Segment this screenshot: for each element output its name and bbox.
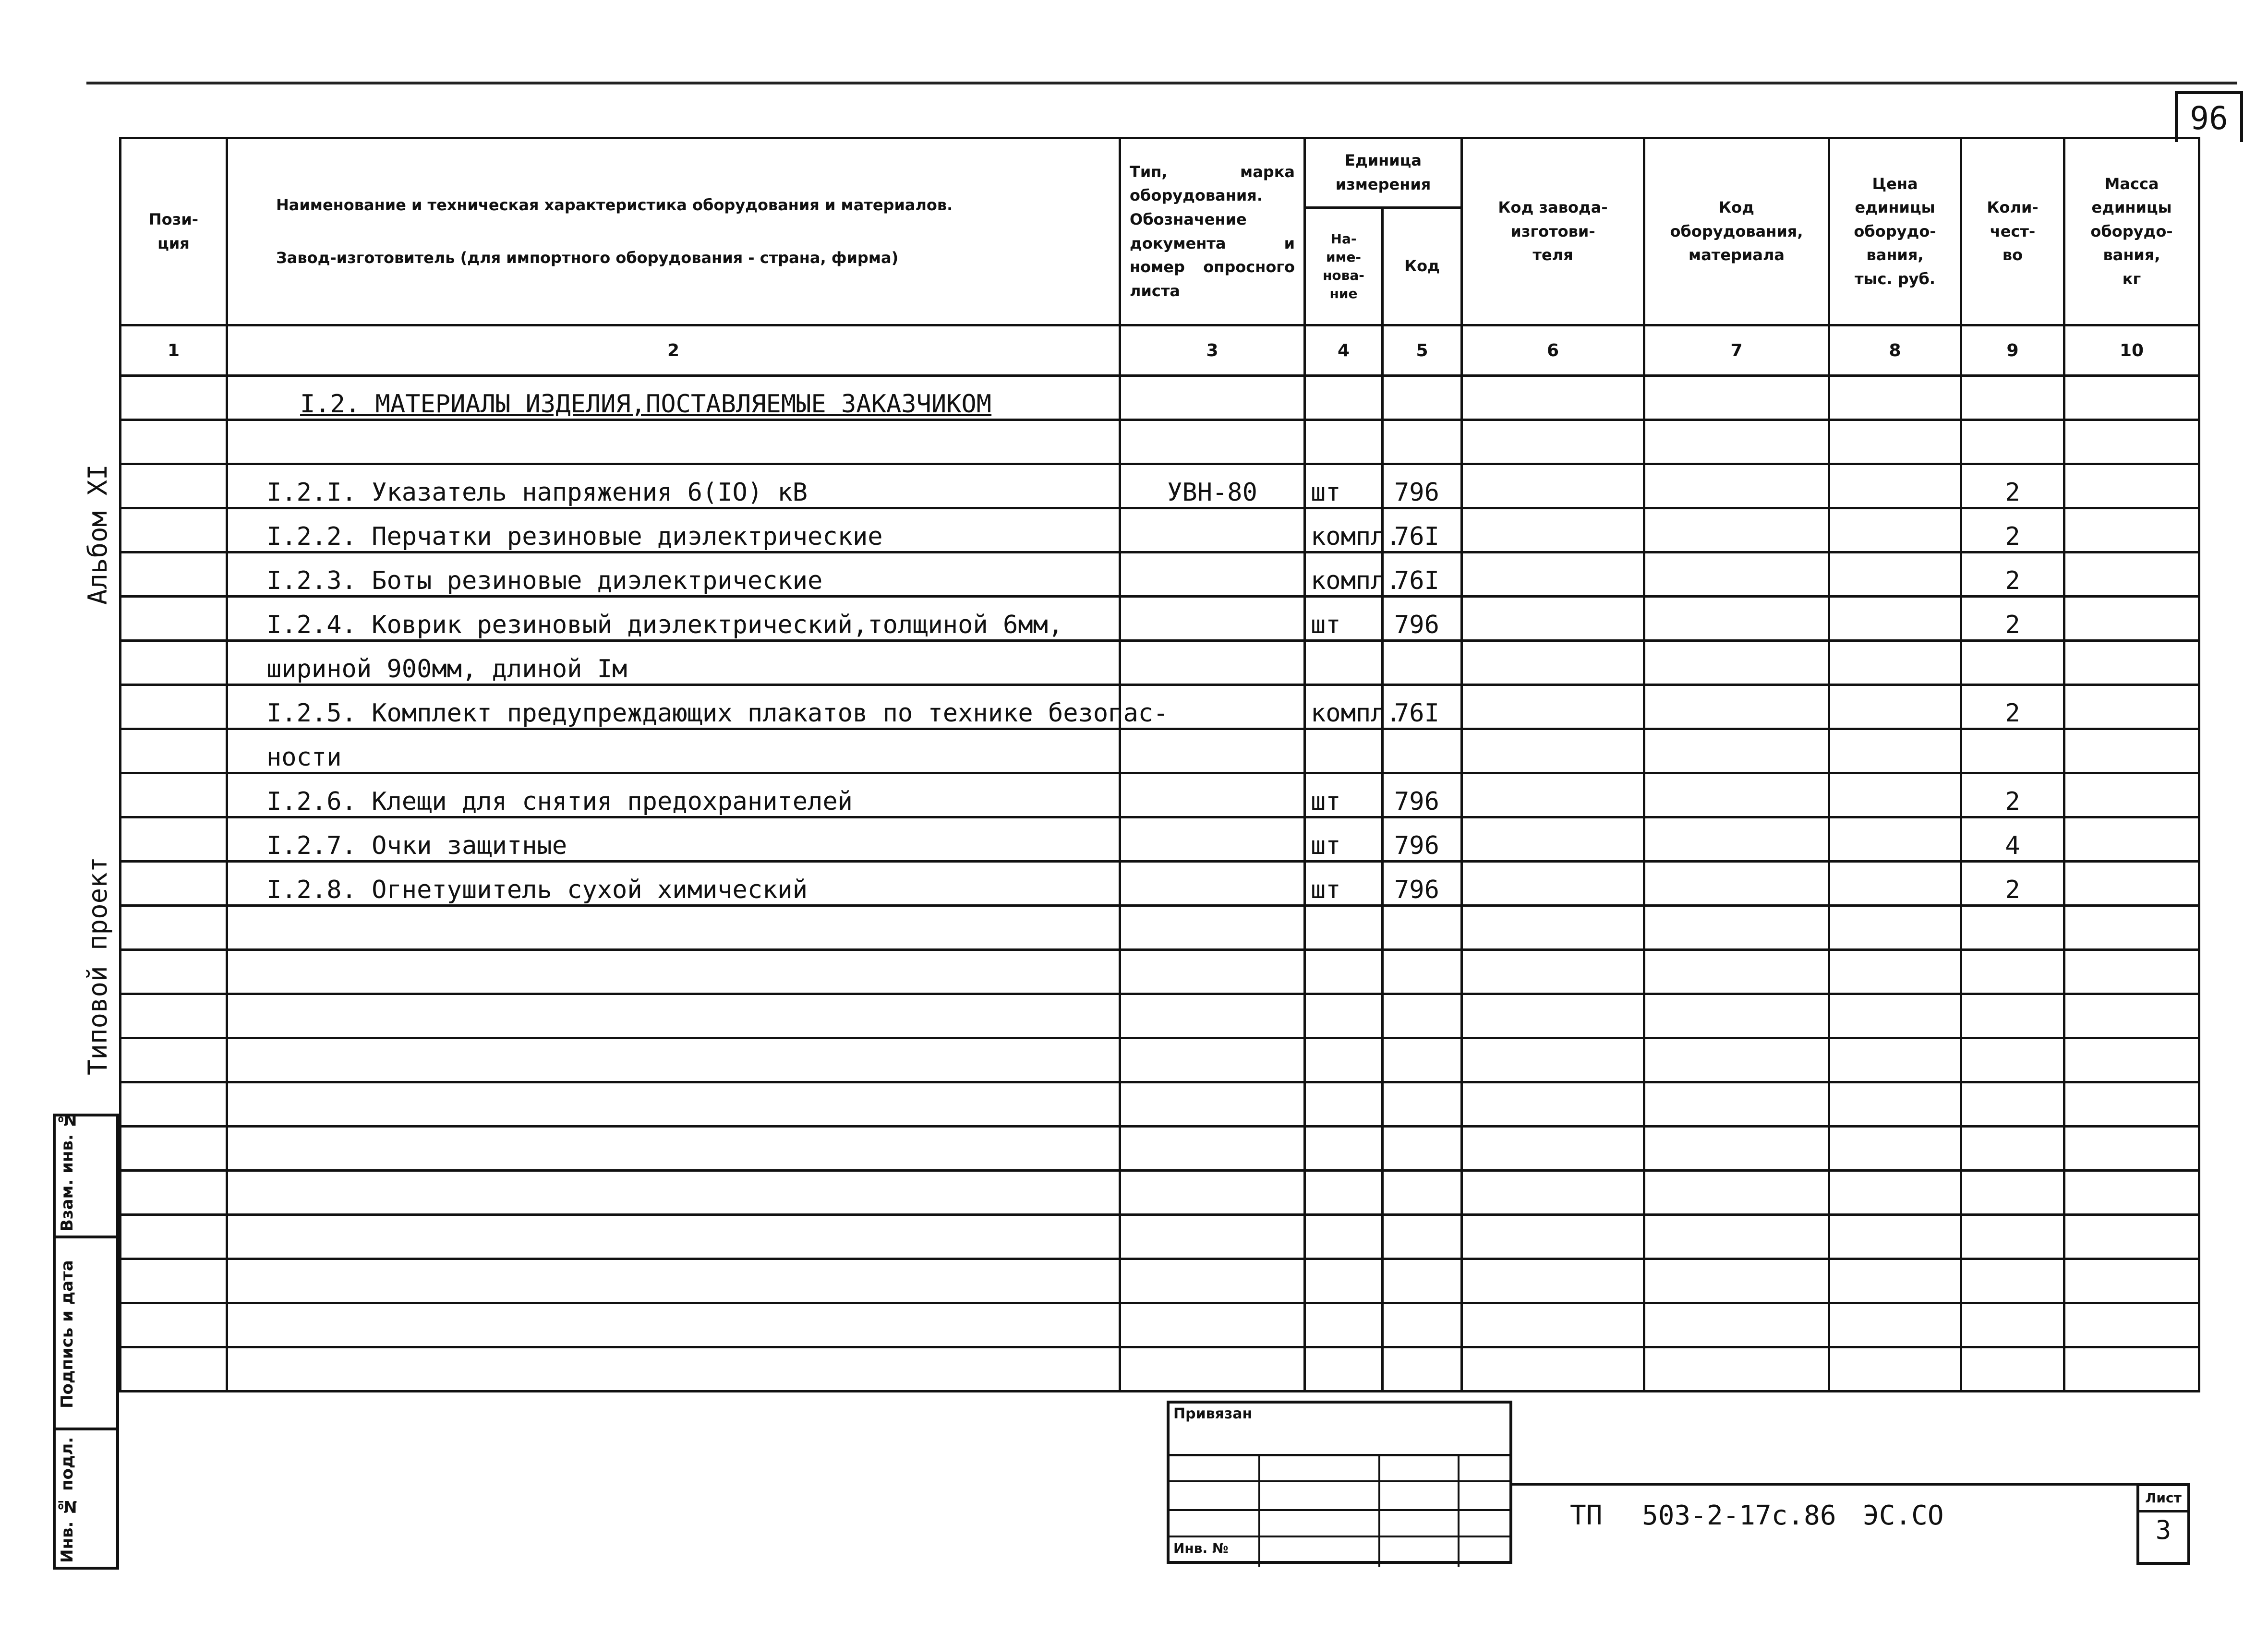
item-plant-code [1462,773,1644,817]
header-unit-code: Код [1383,208,1462,325]
header-mass: Масса единицы оборудо- вания, кг [2064,138,2199,325]
item-type [1120,641,1305,685]
item-position [121,773,227,817]
table-row [121,641,2199,685]
table-row [121,464,2199,508]
title-block-rule [1512,1483,2136,1486]
item-quantity [1961,729,2064,773]
table-row [121,773,2199,817]
item-equipment-code [1644,508,1829,552]
item-name: I.2.I. Указатель напряжения 6(IO) кВ [227,464,1120,508]
header-row [121,138,2199,208]
item-plant-code [1462,641,1644,685]
item-position [121,817,227,862]
item-unit: шт [1305,773,1383,817]
item-position [121,464,227,508]
item-name: I.2.8. Огнетушитель сухой химический [227,862,1120,906]
item-mass [2064,552,2199,597]
item-position [121,862,227,906]
header-equipment-code: Код оборудования, материала [1644,138,1829,325]
table-row [121,597,2199,641]
item-price [1829,773,1961,817]
item-unit: компл. [1305,685,1383,729]
item-mass [2064,773,2199,817]
item-unit: компл. [1305,552,1383,597]
item-equipment-code [1644,685,1829,729]
item-quantity: 2 [1961,552,2064,597]
item-equipment-code [1644,597,1829,641]
empty-row [121,1127,2199,1171]
empty-row [121,906,2199,950]
header-name: Наименование и техническая характеристика оборудования и материалов. Завод-изготовитель (для импортного оборудования - страна, фирма) [227,138,1120,325]
item-type [1120,508,1305,552]
side-cell-vzam: Взам. инв. № [53,1114,119,1238]
item-type [1120,817,1305,862]
table-row [121,862,2199,906]
item-mass [2064,641,2199,685]
item-name: шириной 900мм, длиной Iм [227,641,1120,685]
item-price [1829,508,1961,552]
empty-row [121,1171,2199,1215]
empty-row [121,1259,2199,1303]
sheet-number: 3 [2155,1515,2171,1545]
table-row [121,817,2199,862]
header-plant-code: Код завода- изготови- теля [1462,138,1644,325]
header-unit-group: Единица измерения [1305,138,1462,208]
header-unit-name: На- име- нова- ние [1305,208,1383,325]
item-price [1829,641,1961,685]
empty-row [121,994,2199,1038]
item-equipment-code [1644,862,1829,906]
specification-table [119,137,2200,1392]
item-unit-code [1383,729,1462,773]
item-type [1120,862,1305,906]
item-position [121,508,227,552]
item-quantity: 2 [1961,508,2064,552]
item-mass [2064,729,2199,773]
item-name: I.2.3. Боты резиновые диэлектрические [227,552,1120,597]
empty-row [121,1082,2199,1127]
item-price [1829,862,1961,906]
item-price [1829,729,1961,773]
item-type: УВН-80 [1120,464,1305,508]
item-price [1829,464,1961,508]
item-quantity: 2 [1961,464,2064,508]
table-row [121,552,2199,597]
item-position [121,552,227,597]
item-unit [1305,729,1383,773]
item-position [121,597,227,641]
item-equipment-code [1644,464,1829,508]
item-unit-code: 796 [1383,464,1462,508]
item-plant-code [1462,552,1644,597]
item-mass [2064,508,2199,552]
header-type: Тип, марка оборудования. Обозначение документа и номер опросного листа [1120,138,1305,325]
project-label: Типовой проект [83,856,113,1075]
item-equipment-code [1644,773,1829,817]
title-designation: 503-2-17с.86 [1642,1500,1836,1531]
item-quantity: 2 [1961,685,2064,729]
item-plant-code [1462,508,1644,552]
title-code: ЭС.СО [1863,1500,1944,1531]
item-unit-code: 76I [1383,508,1462,552]
table-row [121,729,2199,773]
item-plant-code [1462,817,1644,862]
side-cell-podpis: Подпись и дата [53,1238,119,1430]
stamp-inv-no: Инв. № [1173,1540,1229,1556]
item-unit: компл. [1305,508,1383,552]
item-unit: шт [1305,817,1383,862]
item-quantity: 4 [1961,817,2064,862]
title-tp: ТП [1570,1500,1603,1531]
header-quantity: Коли- чест- во [1961,138,2064,325]
item-plant-code [1462,729,1644,773]
item-name: I.2.7. Очки защитные [227,817,1120,862]
album-label: Альбом XI [83,464,113,605]
item-unit-code: 796 [1383,773,1462,817]
binding-stamp [1167,1401,1512,1564]
item-quantity: 2 [1961,862,2064,906]
item-unit-code: 796 [1383,817,1462,862]
page-number: 96 [2175,91,2243,142]
section-title: I.2. МАТЕРИАЛЫ ИЗДЕЛИЯ,ПОСТАВЛЯЕМЫЕ ЗАКАЗЧИКОМ [227,376,1120,420]
item-unit-code: 76I [1383,685,1462,729]
top-rule [86,82,2237,84]
item-quantity [1961,641,2064,685]
table-row [121,685,2199,729]
item-type [1120,773,1305,817]
item-mass [2064,862,2199,906]
item-plant-code [1462,685,1644,729]
item-position [121,685,227,729]
side-cell-inv: Инв. № подл. [53,1430,119,1570]
item-name: ности [227,729,1120,773]
empty-row [121,1347,2199,1392]
item-unit-code: 796 [1383,597,1462,641]
empty-row [121,1038,2199,1082]
item-quantity: 2 [1961,597,2064,641]
item-type [1120,552,1305,597]
empty-row [121,1215,2199,1259]
section-title-row [121,376,2199,420]
item-name: I.2.4. Коврик резиновый диэлектрический,толщиной 6мм, [227,597,1120,641]
item-mass [2064,597,2199,641]
item-plant-code [1462,464,1644,508]
item-equipment-code [1644,641,1829,685]
stamp-privyazan: Привязан [1173,1405,1253,1422]
item-unit [1305,641,1383,685]
table-row [121,508,2199,552]
item-unit: шт [1305,464,1383,508]
item-unit-code [1383,641,1462,685]
item-mass [2064,464,2199,508]
item-unit-code: 76I [1383,552,1462,597]
item-plant-code [1462,862,1644,906]
sheet-box [2136,1483,2190,1565]
item-type [1120,597,1305,641]
header-position: Пози- ция [121,138,227,325]
item-equipment-code [1644,552,1829,597]
item-unit-code: 796 [1383,862,1462,906]
item-equipment-code [1644,729,1829,773]
item-name: I.2.5. Комплект предупреждающих плакатов по технике безопас- [227,685,1120,729]
item-position [121,729,227,773]
item-type [1120,729,1305,773]
empty-row [121,950,2199,994]
empty-row [121,1303,2199,1347]
sheet-label: Лист [2139,1486,2187,1512]
item-price [1829,817,1961,862]
item-quantity: 2 [1961,773,2064,817]
item-price [1829,552,1961,597]
item-mass [2064,817,2199,862]
item-unit: шт [1305,597,1383,641]
item-unit: шт [1305,862,1383,906]
item-mass [2064,685,2199,729]
item-equipment-code [1644,817,1829,862]
item-price [1829,597,1961,641]
item-price [1829,685,1961,729]
item-plant-code [1462,597,1644,641]
header-unit-price: Цена единицы оборудо- вания, тыс. руб. [1829,138,1961,325]
item-name: I.2.2. Перчатки резиновые диэлектрические [227,508,1120,552]
column-numbers-row: 1 2 3 4 5 6 7 8 9 10 [121,325,2199,376]
item-position [121,641,227,685]
item-name: I.2.6. Клещи для снятия предохранителей [227,773,1120,817]
